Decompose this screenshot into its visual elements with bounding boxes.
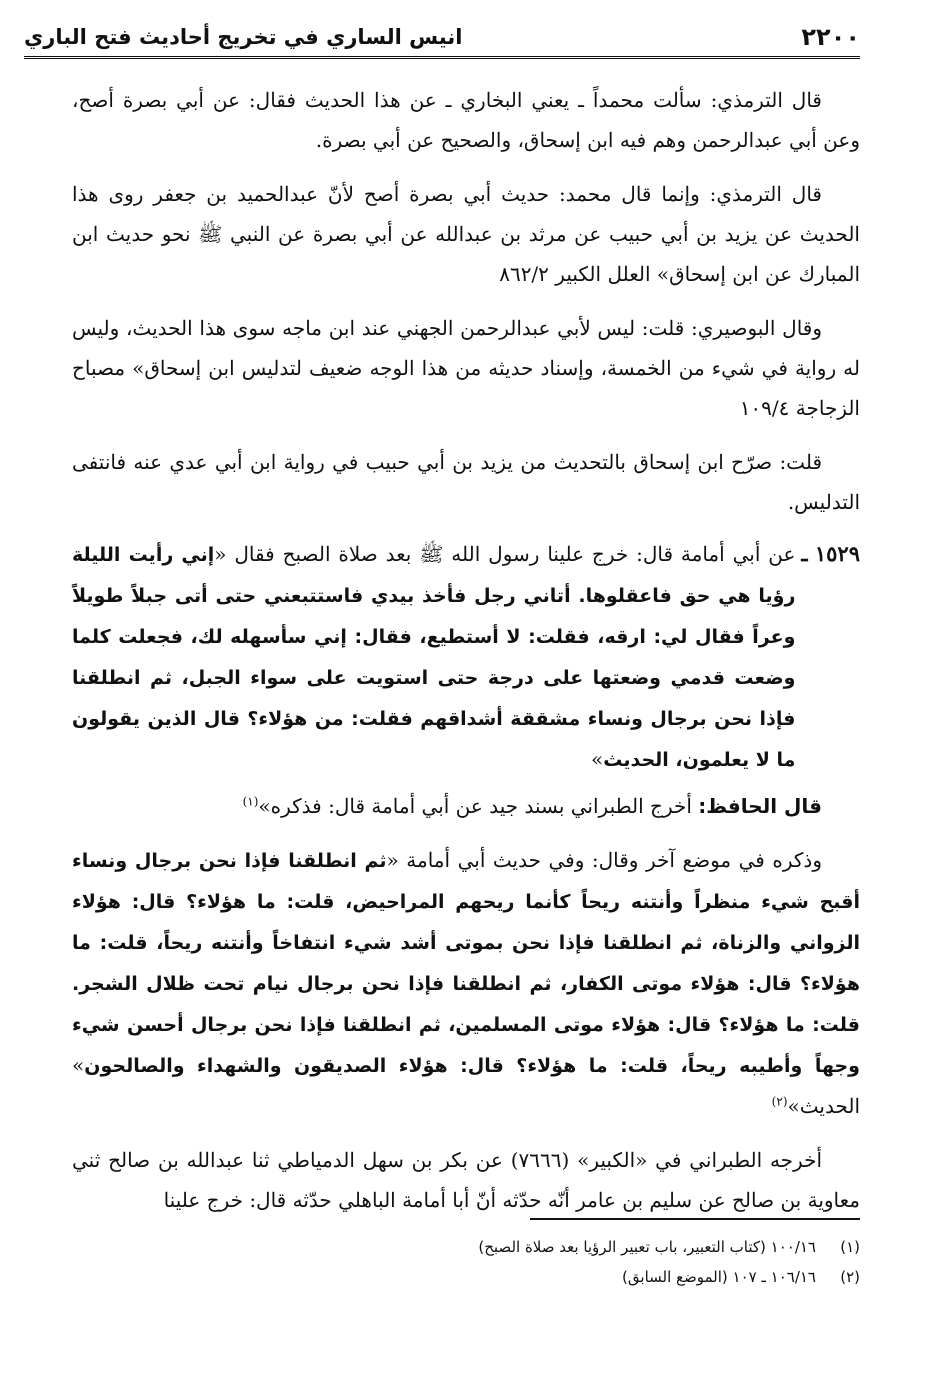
paragraph-takhrij: أخرجه الطبراني في «الكبير» (٧٦٦٦) عن بكر بن سهل الدمياطي ثنا عبدالله بن صالح ثني معاوية بن صالح عن سليم بن عامر أنّه حدّثه أنّ أبا أمامة الباهلي حدّثه قال: خرج علينا — [72, 1148, 860, 1212]
hadith-text — [72, 534, 795, 780]
footnote-text: ١٠٠/١٦ (كتاب التعبير، باب تعبير الرؤيا بعد صلاة الصبح) — [478, 1238, 816, 1256]
main-text — [72, 80, 860, 1220]
footnotes — [72, 1232, 860, 1292]
hadith-intro: عن أبي أمامة قال: خرج علينا رسول الله ﷺ بعد صلاة الصبح فقال « — [214, 542, 796, 566]
footnote-1 — [72, 1232, 860, 1262]
paragraph-tirmidhi-1: قال الترمذي: سألت محمداً ـ يعني البخاري ـ عن هذا الحديث فقال: عن أبي بصرة أصح، وعن أبي عبدالرحمن وهم فيه ابن إسحاق، والصحيح عن أبي بصرة. — [72, 88, 860, 152]
page-number: ٢٢٠٠ — [801, 23, 860, 51]
footnote-ref-1: (١) — [242, 794, 259, 809]
hadith-quote-close: » — [591, 747, 604, 771]
hadith-number: ١٥٢٩ ـ — [801, 541, 860, 566]
other-place-close: » الحديث» — [72, 1053, 860, 1118]
footnote-number: (٢) — [840, 1268, 860, 1286]
paragraph-busiri: وقال البوصيري: قلت: ليس لأبي عبدالرحمن الجهني عند ابن ماجه سوى هذا الحديث، وليس له رواية في شيء من الخمسة، وإسناد حديثه من هذا الوجه ضعيف لتدليس ابن إسحاق» مصباح الزجاجة ١٠٩/٤ — [72, 316, 860, 420]
paragraph-tirmidhi-2: قال الترمذي: وإنما قال محمد: حديث أبي بصرة أصح لأنّ عبدالحميد بن جعفر روى هذا الحديث عن يزيد بن أبي حبيب عن مرثد بن عبدالله عن أبي بصرة عن النبي ﷺ نحو حديث ابن المبارك عن ابن إسحاق» العلل الكبير ٨٦٢/٢ — [72, 182, 860, 286]
running-header — [24, 18, 860, 59]
other-place-quote: ثم انطلقنا فإذا نحن برجال ونساء أقبح شيء منظراً وأنتنه ريحاً كأنما ريحهم المراحيض، قلت: ما هؤلاء؟ قال: هؤلاء الزواني والزناة، ثم انطلقنا فإذا نحن بموتى أشد شيء انتفاخاً وأنتنه ريحاً، قلت: ما هؤلاء؟ قال: هؤلاء موتى الكفار، ثم انطلقنا فإذا نحن برجال نيام تحت ظلال الشجر. قلت: ما هؤلاء؟ قال: هؤلاء موتى المسلمين، ثم انطلقنا فإذا نحن برجال أحسن شيء وجهاً وأطيبه ريحاً، قلت: ما هؤلاء؟ قال: هؤلاء الصديقون والشهداء والصالحون — [72, 850, 860, 1077]
footnote-number: (١) — [840, 1238, 860, 1256]
hadith-quote: إني رأيت الليلة رؤيا هي حق فاعقلوها. أتاني رجل فأخذ بيدي فاستتبعني حتى أتى جبلاً طويلاً وعراً فقال لي: ارقه، فقلت: لا أستطيع، فقال: إني سأسهله لك، فجعلت كلما وضعت قدمي وضعتها على درجة حتى استويت على سواء الجبل، ثم انطلقنا فإذا نحن برجال ونساء مشققة أشداقهم فقلت: من هؤلاء؟ قال الذين يقولون ما لا يعلمون، الحديث — [72, 544, 796, 771]
hadith-entry — [72, 534, 860, 780]
paragraph-note: قلت: صرّح ابن إسحاق بالتحديث من يزيد بن أبي حبيب في رواية ابن أبي عدي عنه فانتفى التدليس. — [72, 450, 860, 514]
hafidh-statement — [72, 786, 822, 826]
footnote-2 — [72, 1262, 860, 1292]
footnote-divider — [530, 1218, 860, 1220]
book-title: انيس الساري في تخريج أحاديث فتح الباري — [24, 25, 463, 49]
hafidh-text: أخرج الطبراني بسند جيد عن أبي أمامة قال: فذكره» — [258, 794, 692, 818]
footnote-text: ١٠٦/١٦ ـ ١٠٧ (الموضع السابق) — [622, 1268, 816, 1286]
footnote-ref-2: (٢) — [771, 1094, 788, 1109]
hafidh-label: قال الحافظ: — [698, 794, 822, 818]
other-place-intro: وذكره في موضع آخر وقال: وفي حديث أبي أمامة « — [386, 848, 822, 872]
paragraph-other-place — [72, 840, 860, 1126]
